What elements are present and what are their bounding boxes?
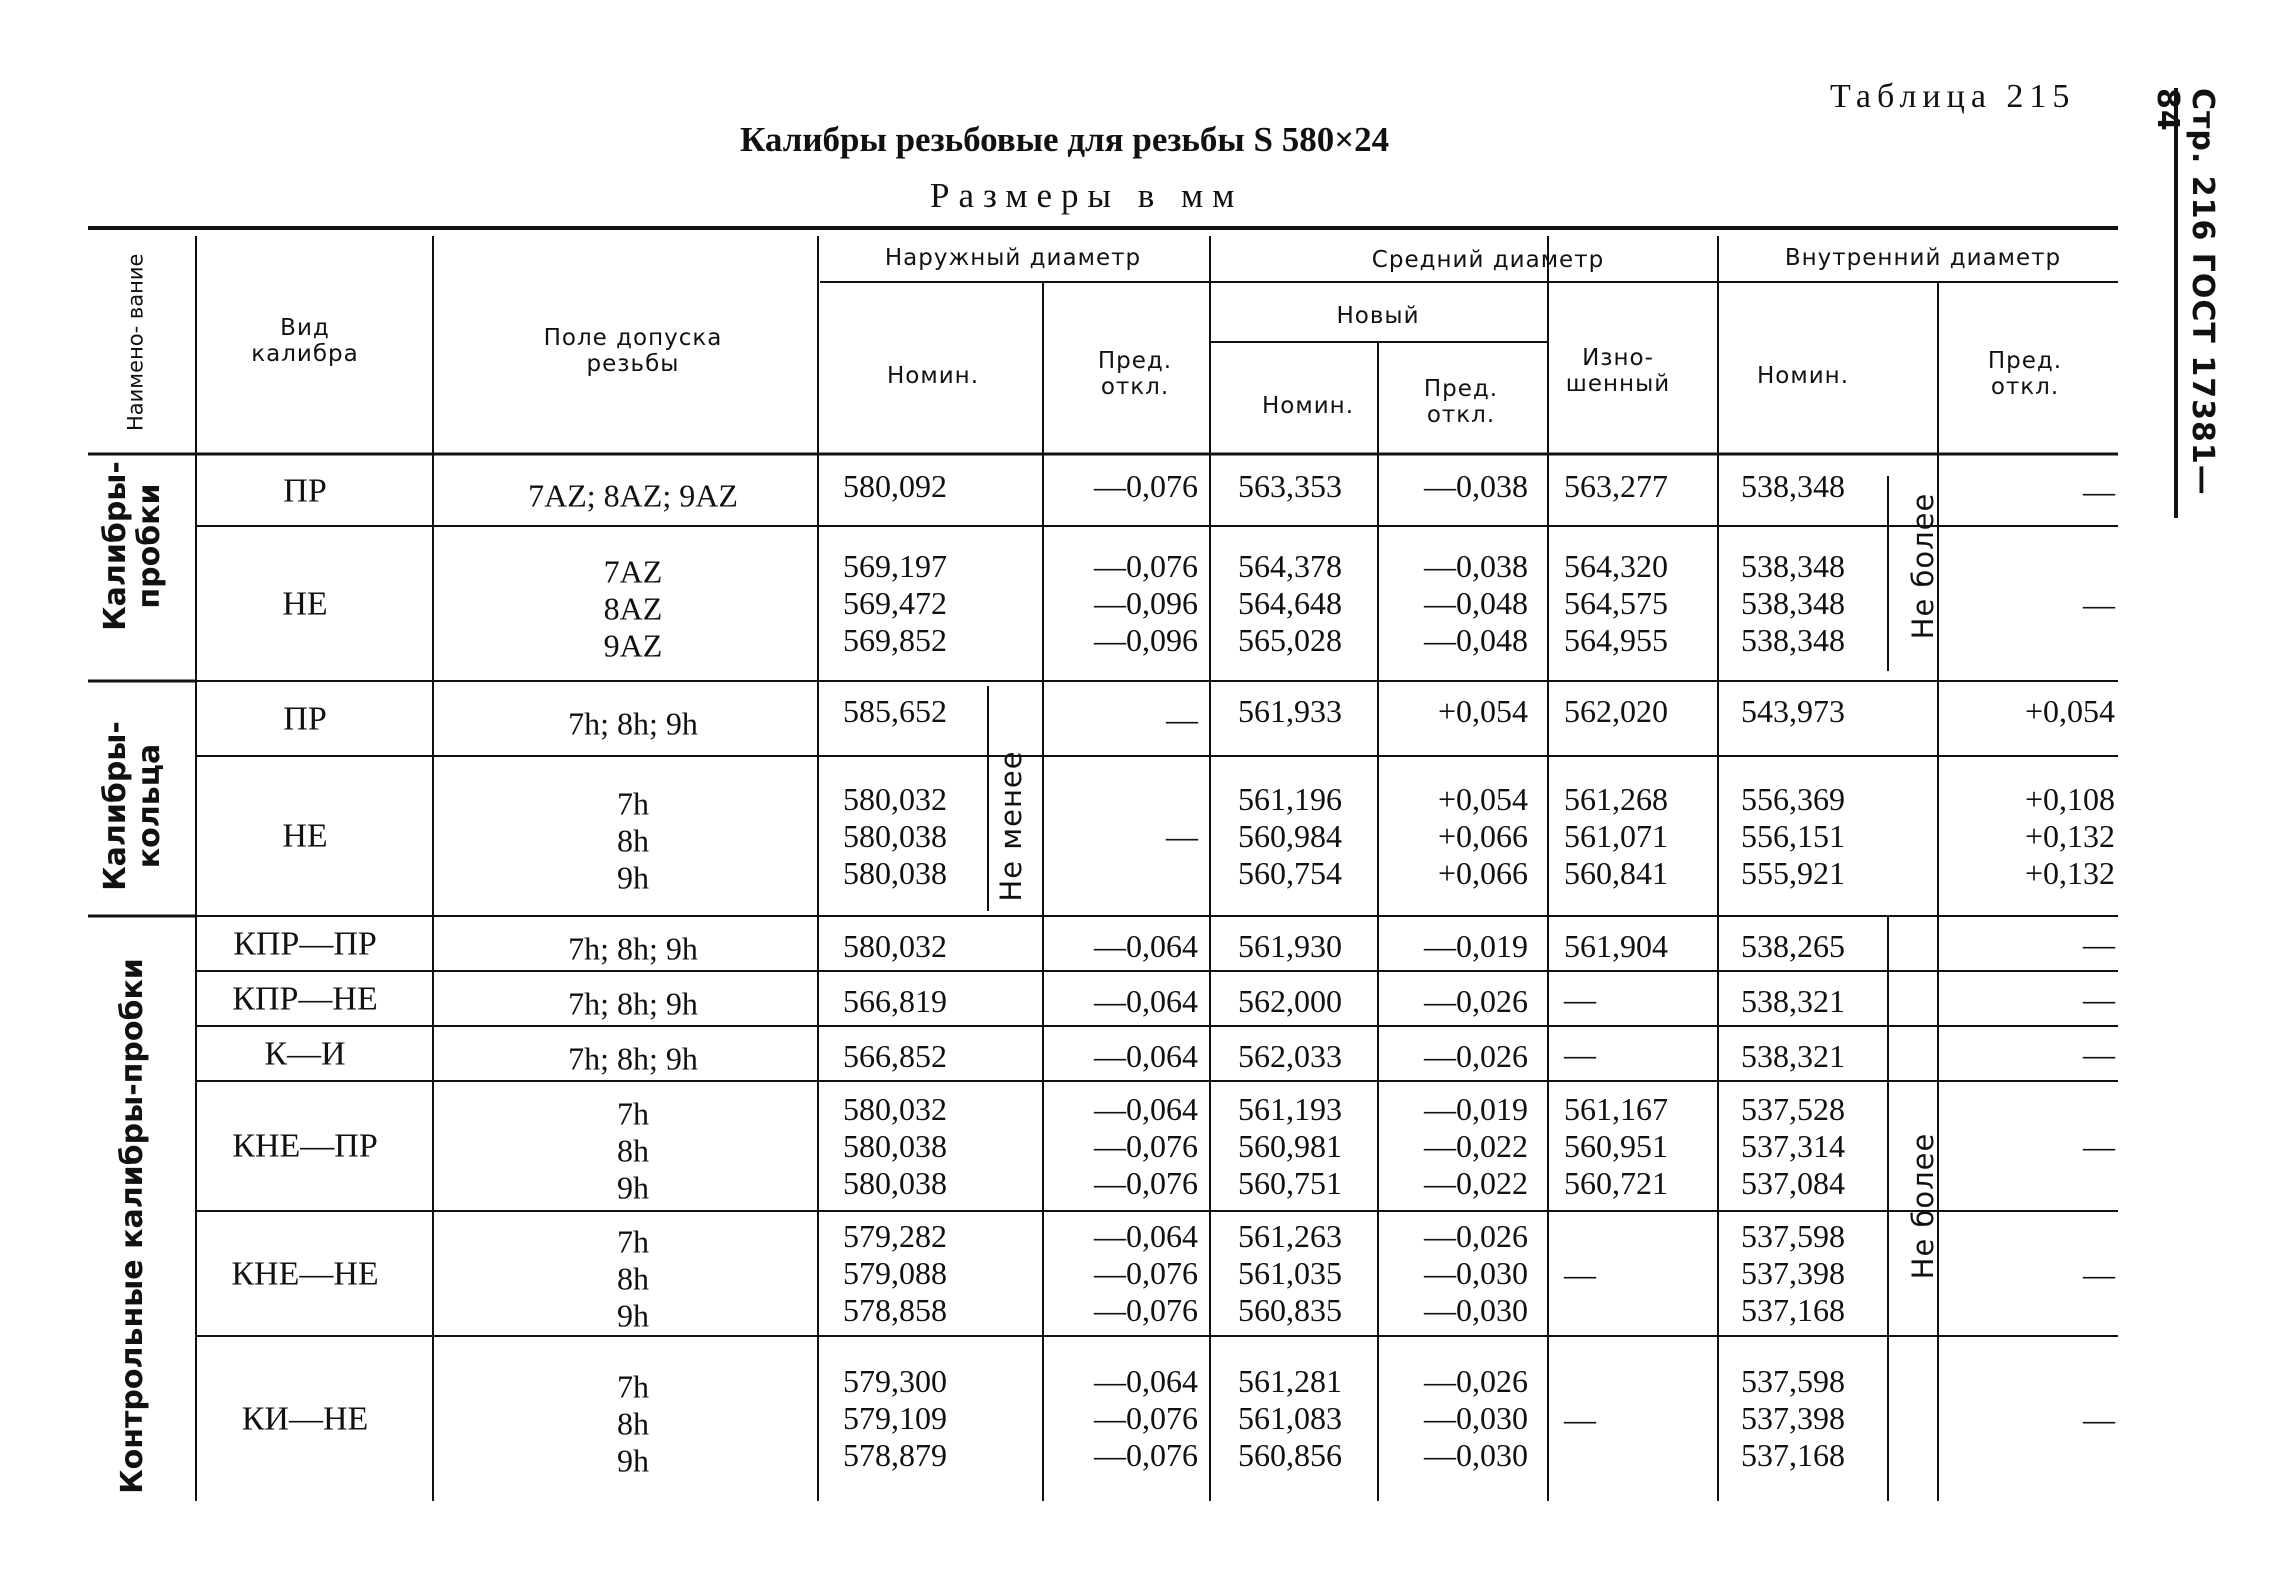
mid-nom-cell: 561,933 [1238,693,1342,729]
gauge-type-cell: КНЕ—ПР [232,1127,378,1165]
tolerance-zone-cell: 7h; 8h; 9h [568,985,698,1021]
mid-dev-cell: —0,019 —0,022 —0,022 [1424,1090,1528,1201]
outer-nom-cell: 566,852 [843,1038,947,1074]
mid-nom-cell: 564,378 564,648 565,028 [1238,548,1342,658]
outer-dev-cell: —0,064 [1094,983,1198,1019]
group-control-plug-gauges: Контрольные калибры-пробки [115,958,150,1494]
outer-dev-cell: —0,076 [1094,468,1198,504]
mid-nom-cell: 563,353 [1238,468,1342,504]
inner-dev-cell: +0,054 [2024,693,2115,729]
mid-worn-cell: 561,904 [1564,928,1668,964]
header-new: Новый [1336,303,1420,329]
outer-dev-cell: —0,064 —0,076 —0,076 [1094,1363,1198,1473]
mid-nom-cell: 562,000 [1238,983,1342,1019]
mid-dev-cell: —0,026 [1424,1038,1528,1074]
outer-nom-cell: 579,300 579,109 578,879 [843,1363,947,1473]
gauge-type-cell: ПР [283,472,327,510]
inner-dev-cell: — [2083,980,2115,1017]
table-number: Таблица 215 [1830,78,2076,115]
inner-nom-cell: 537,528 537,314 537,084 [1741,1090,1845,1201]
inner-nom-cell: 543,973 [1741,693,1845,729]
tolerance-zone-cell: 7h; 8h; 9h [568,930,698,966]
tolerance-zone-cell: 7h 8h 9h [617,785,649,896]
mid-nom-cell: 561,281 561,083 560,856 [1238,1363,1342,1473]
header-outer-deviation: Пред. откл. [1097,348,1173,400]
outer-dev-cell: —0,076 —0,096 —0,096 [1094,548,1198,658]
inner-dev-cell: — [2083,1400,2115,1437]
gauge-type-cell: НЕ [282,585,328,622]
outer-dev-cell: —0,064 [1094,1038,1198,1074]
outer-nom-cell: 580,032 580,038 580,038 [843,1090,947,1201]
mid-dev-cell: +0,054 [1437,693,1528,729]
inner-nom-cell: 556,369 556,151 555,921 [1741,780,1845,891]
inner-nom-cell: 538,321 [1741,1038,1845,1074]
mid-nom-cell: 561,930 [1238,928,1342,964]
mid-worn-cell: 561,268 561,071 560,841 [1564,780,1668,891]
tolerance-zone-cell: 7h 8h 9h [617,1095,649,1206]
page-title: Калибры резьбовые для резьбы S 580×24 [740,120,1390,159]
gauge-type-cell: КИ—НЕ [241,1400,369,1437]
gauge-type-cell: КПР—НЕ [232,980,378,1017]
note-not-more-2: Не более [1906,1132,1940,1280]
mid-worn-cell: 564,320 564,575 564,955 [1564,548,1668,658]
inner-dev-cell: — [2083,1255,2115,1292]
units-caption: Размеры в мм [930,176,1244,215]
header-inner-deviation: Пред. откл. [1987,348,2063,400]
mid-dev-cell: —0,026 [1424,983,1528,1019]
mid-dev-cell: +0,054 +0,066 +0,066 [1437,780,1528,891]
mid-worn-cell: 561,167 560,951 560,721 [1564,1090,1668,1201]
header-tolerance-zone: Поле допуска резьбы [543,325,723,377]
inner-nom-cell: 538,265 [1741,928,1845,964]
note-not-less: Не менее [994,750,1028,902]
mid-dev-cell: —0,038 [1424,468,1528,504]
note-not-more-1: Не более [1906,492,1940,640]
tolerance-zone-cell: 7AZ; 8AZ; 9AZ [528,477,738,514]
mid-worn-cell: 562,020 [1564,693,1668,729]
tolerance-zone-cell: 7AZ 8AZ 9AZ [603,553,663,663]
header-inner-nominal: Номин. [1756,363,1850,389]
inner-dev-cell: — [2083,925,2115,962]
mid-worn-cell: — [1564,1035,1596,1072]
mid-worn-cell: 563,277 [1564,468,1668,504]
gauge-type-cell: ПР [283,700,327,737]
outer-nom-cell: 569,197 569,472 569,852 [843,548,947,658]
outer-dev-cell: —0,064 —0,076 —0,076 [1094,1218,1198,1328]
outer-nom-cell: 585,652 [843,693,947,729]
mid-nom-cell: 561,196 560,984 560,754 [1238,780,1342,891]
mid-worn-cell: — [1564,980,1596,1017]
outer-nom-cell: 566,819 [843,983,947,1019]
group-ring-gauges: Калибры- кольца [98,721,167,891]
header-inner-diameter: Внутренний диаметр [1784,245,2062,271]
thread-gauge-table [88,226,2118,1501]
header-middle-nominal: Номин. [1261,393,1355,419]
header-worn: Изно- шенный [1565,345,1671,397]
tolerance-zone-cell: 7h; 8h; 9h [568,1040,698,1076]
inner-dev-cell: — [2083,585,2115,622]
header-middle-diameter: Средний диаметр [1371,247,1605,273]
inner-dev-cell: — [2083,1035,2115,1072]
header-middle-deviation: Пред. откл. [1423,376,1499,428]
outer-nom-cell: 580,032 580,038 580,038 [843,780,947,891]
standard-side-label [2150,88,2240,528]
inner-dev-cell: +0,108 +0,132 +0,132 [2024,780,2115,891]
mid-nom-cell: 561,263 561,035 560,835 [1238,1218,1342,1328]
outer-dev-cell: — [1166,700,1198,737]
gauge-type-cell: НЕ [282,817,328,855]
outer-nom-cell: 580,032 [843,928,947,964]
inner-nom-cell: 537,598 537,398 537,168 [1741,1218,1845,1328]
header-gauge-type: Вид калибра [251,315,359,367]
tolerance-zone-cell: 7h; 8h; 9h [568,705,698,741]
mid-nom-cell: 561,193 560,981 560,751 [1238,1090,1342,1201]
inner-dev-cell: — [2083,473,2115,509]
tolerance-zone-cell: 7h 8h 9h [617,1223,649,1333]
tolerance-zone-cell: 7h 8h 9h [617,1368,649,1478]
mid-dev-cell: —0,026 —0,030 —0,030 [1424,1218,1528,1328]
standard-side-label-text: Стр. 216 ГОСТ 17381—84 [2150,88,2220,496]
inner-nom-cell: 537,598 537,398 537,168 [1741,1363,1845,1473]
inner-nom-cell: 538,348 [1741,468,1845,504]
inner-dev-cell: — [2083,1128,2115,1164]
gauge-type-cell: К—И [264,1035,346,1072]
inner-nom-cell: 538,321 [1741,983,1845,1019]
inner-nom-cell: 538,348 538,348 538,348 [1741,548,1845,658]
gauge-type-cell: КНЕ—НЕ [231,1255,379,1292]
mid-dev-cell: —0,038 —0,048 —0,048 [1424,548,1528,658]
mid-dev-cell: —0,026 —0,030 —0,030 [1424,1363,1528,1473]
header-outer-diameter: Наружный диаметр [884,245,1142,271]
mid-worn-cell: — [1564,1255,1596,1292]
outer-dev-cell: —0,064 —0,076 —0,076 [1094,1090,1198,1201]
mid-nom-cell: 562,033 [1238,1038,1342,1074]
mid-worn-cell: — [1564,1400,1596,1437]
outer-dev-cell: —0,064 [1094,928,1198,964]
outer-dev-cell: — [1166,818,1198,854]
gauge-type-cell: КПР—ПР [233,925,377,962]
group-plug-gauges: Калибры- пробки [98,461,167,631]
header-name: Наимено- вание [123,253,148,431]
header-outer-nominal: Номин. [886,363,980,389]
mid-dev-cell: —0,019 [1424,928,1528,964]
outer-nom-cell: 580,092 [843,468,947,504]
outer-nom-cell: 579,282 579,088 578,858 [843,1218,947,1328]
